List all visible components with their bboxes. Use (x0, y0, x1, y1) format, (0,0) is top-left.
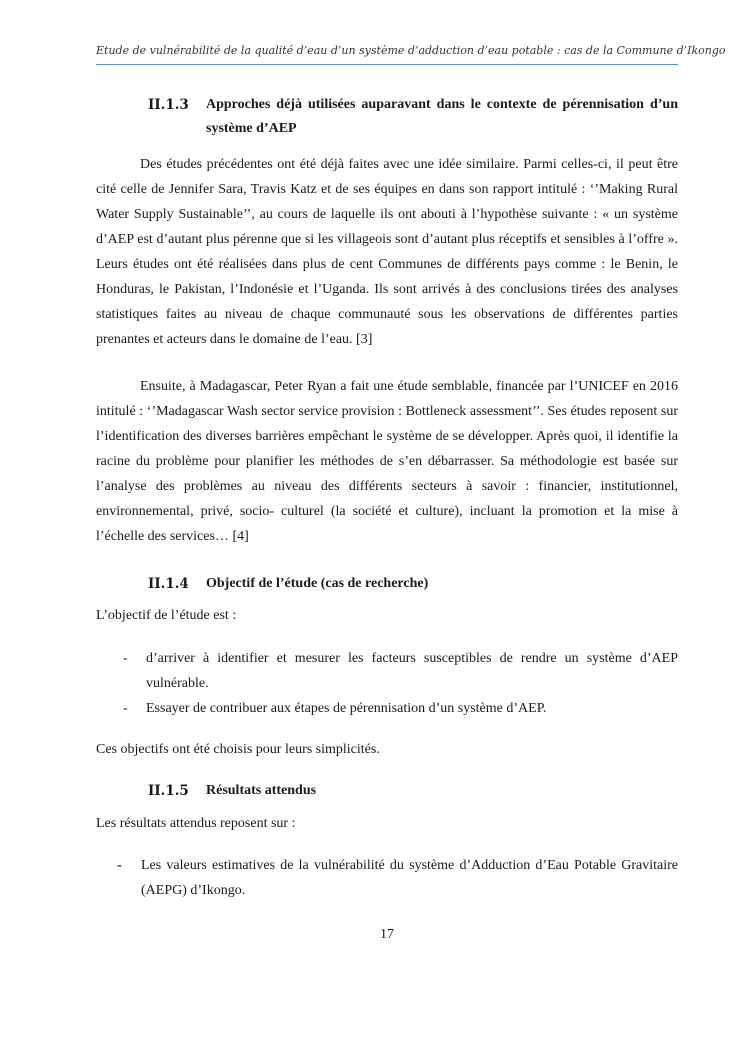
results-intro: Les résultats attendus reposent sur : (96, 816, 296, 831)
list-item (96, 696, 678, 721)
section-title: Approches déjà utilisées auparavant dans le contexte de pérennisation d’un système d’AEP (206, 97, 678, 136)
list-item-text: Essayer de contribuer aux étapes de pérennisation d’un système d’AEP. (146, 701, 547, 716)
objective-intro: L’objectif de l’étude est : (96, 608, 237, 623)
list-item (96, 853, 678, 903)
objective-outro: Ces objectifs ont été choisis pour leurs simplicités. (96, 742, 380, 757)
bullet-marker: - (123, 701, 128, 716)
paragraph-previous-studies: Des études précédentes ont été déjà faites avec une idée similaire. Parmi celles-ci, il peut être cité celle de Jennifer Sara, Travis Katz et de ses équipes en dans son rapport intitulé : ‘’Making Rural Water Supply Sustainable’’, au cours de laquelle ils ont abouti à l’hypothèse suivante : « un système d’AEP est d’autant plus pérenne que si les villageois sont d’autant plus réceptifs et sensibles à l’offre ». Leurs études ont été réalisées dans plus de cent Communes de différents pays comme : le Benin, le Honduras, le Pakistan, l’Indonésie et l’Uganda. Ils sont arrivés à des conclusions tirées des analyses statistiques faites au niveau de chaque communauté sous les observations de différentes parties prenantes et acteurs dans le domaine de l’eau. [3] (96, 157, 678, 347)
section-number: II.1.5 (148, 783, 189, 799)
section-title: Objectif de l’étude (cas de recherche) (206, 576, 429, 591)
running-header: Etude de vulnérabilité de la qualité d’eau d’un système d’adduction d’eau potable : cas de la Commune d’Ikongo (96, 44, 726, 57)
bullet-marker: - (123, 651, 128, 666)
section-heading-ii-1-4 (96, 572, 678, 596)
list-item-text: d’arriver à identifier et mesurer les facteurs susceptibles de rendre un système d’AEP vulnérable. (146, 651, 678, 691)
bullet-marker: - (117, 858, 122, 873)
paragraph-madagascar-study: Ensuite, à Madagascar, Peter Ryan a fait une étude semblable, financée par l’UNICEF en 2016 intitulé : ‘’Madagascar Wash sector service provision : Bottleneck assessment’’. Ses études reposent sur l’identification des diverses barrières empêchant le système de se développer. Après quoi, il identifie la racine du problème pour planifier les méthodes de s’en débarrasser. Sa méthodologie est basée sur l’analyse des problèmes au niveau des différents secteurs à savoir : financier, institutionnel, environnemental, privé, socio- culturel (la société et culture), incluant la promotion et la mise à l’échelle des services… [4] (96, 379, 678, 544)
list-item-text: Les valeurs estimatives de la vulnérabilité du système d’Adduction d’Eau Potable Gravitaire (AEPG) d’Ikongo. (141, 858, 678, 898)
section-heading-ii-1-3 (96, 93, 678, 141)
list-item (96, 646, 678, 696)
header-divider (96, 64, 678, 65)
section-number: II.1.4 (148, 576, 189, 592)
section-heading-ii-1-5 (96, 779, 678, 803)
section-number: II.1.3 (148, 97, 189, 113)
section-title: Résultats attendus (206, 783, 317, 798)
page-number: 17 (380, 927, 394, 942)
